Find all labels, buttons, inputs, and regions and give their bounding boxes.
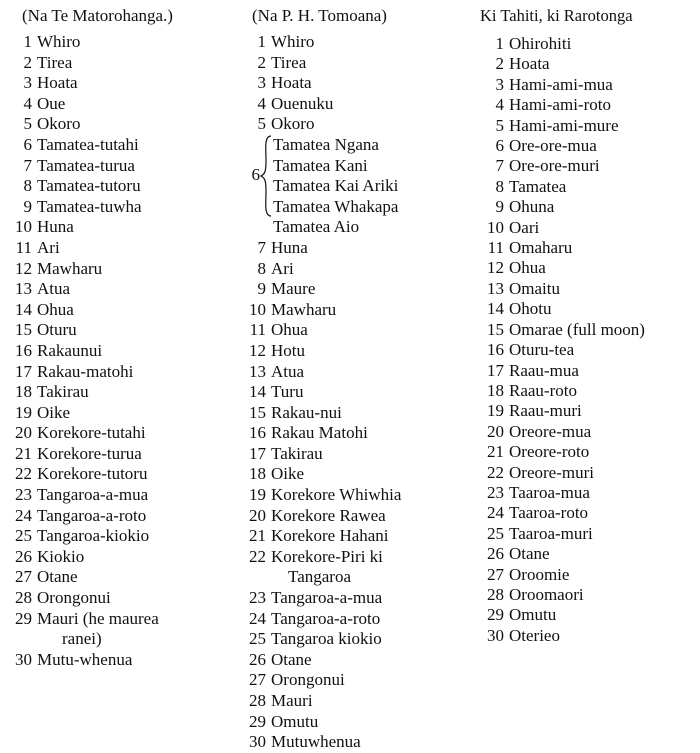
night-number: 14 — [249, 382, 266, 402]
night-name: Rakau-matohi — [37, 361, 134, 381]
night-name: Tamatea-tutoru — [37, 176, 141, 196]
night-number: 7 — [23, 155, 32, 175]
night-name: Oreore-muri — [509, 462, 594, 482]
night-row — [6, 156, 231, 177]
night-number: 17 — [15, 361, 32, 381]
night-name: Tangaroa-a-mua — [37, 485, 149, 505]
night-number: 12 — [15, 258, 32, 278]
night-number: 20 — [15, 423, 32, 443]
night-number: 28 — [249, 691, 266, 710]
night-number: 22 — [15, 464, 32, 484]
night-row — [6, 382, 231, 403]
night-row — [240, 362, 470, 383]
night-name-continuation: Tangaroa — [288, 567, 351, 587]
night-number: 18 — [249, 464, 266, 484]
night-number: 4 — [495, 95, 504, 115]
night-name: Korekore-tutahi — [37, 423, 146, 443]
night-number: 7 — [257, 237, 266, 257]
night-name: Tamatea-tuwha — [37, 196, 142, 216]
night-row — [240, 403, 470, 424]
night-name: Ohotu — [509, 299, 552, 319]
night-row — [240, 670, 470, 691]
night-name: Orongonui — [271, 670, 345, 690]
night-name: Raau-mua — [509, 360, 579, 380]
night-row — [6, 506, 231, 527]
night-row — [240, 485, 470, 506]
night-number: 13 — [249, 361, 266, 381]
night-number: 22 — [487, 462, 504, 482]
night-row — [478, 483, 700, 503]
night-number: 11 — [487, 238, 504, 258]
night-name: Oreore-mua — [509, 421, 592, 441]
night-name: Mutu-whenua — [37, 649, 133, 669]
night-number: 19 — [15, 402, 32, 422]
night-number: 13 — [15, 279, 32, 299]
night-name: Oike — [271, 464, 305, 484]
night-number: 26 — [487, 544, 504, 564]
night-name: Rakau Matohi — [271, 423, 368, 443]
night-row — [6, 650, 231, 671]
night-number: 19 — [249, 485, 266, 505]
night-number: 6 — [23, 134, 32, 154]
night-name: Ore-ore-mua — [509, 136, 597, 156]
night-number: 12 — [487, 258, 504, 278]
night-number: 1 — [257, 32, 266, 51]
column-tomoana — [240, 4, 470, 753]
night-row — [478, 565, 700, 585]
night-row — [6, 135, 231, 156]
night-name: Omaitu — [509, 278, 560, 298]
night-name: Tirea — [37, 52, 73, 72]
night-number: 28 — [487, 584, 504, 604]
night-row — [240, 650, 470, 671]
night-name: Turu — [271, 382, 304, 402]
night-name: Okoro — [271, 114, 315, 134]
night-number: 30 — [249, 732, 266, 752]
night-name: Oturu — [37, 320, 77, 340]
night-row — [240, 320, 470, 341]
night-name: Mawharu — [271, 299, 337, 319]
night-row — [6, 300, 231, 321]
night-row — [6, 403, 231, 424]
night-name: Ohua — [271, 320, 308, 340]
night-row — [478, 544, 700, 564]
night-name: Korekore Hahani — [271, 526, 389, 546]
night-row — [6, 94, 231, 115]
column-heading: (Na Te Matorohanga.) — [22, 6, 173, 25]
night-row — [478, 258, 700, 278]
night-number: 11 — [15, 237, 32, 257]
night-row — [240, 73, 470, 94]
night-name: Tamatea-turua — [37, 155, 135, 175]
bracket-number: 6 — [251, 164, 260, 184]
night-row — [478, 238, 700, 258]
night-number: 3 — [495, 74, 504, 94]
night-number: 3 — [257, 73, 266, 93]
night-number: 9 — [23, 196, 32, 216]
night-row — [478, 197, 700, 217]
night-row — [478, 54, 700, 74]
night-name: Hotu — [271, 340, 305, 360]
night-row — [478, 463, 700, 483]
night-row — [240, 259, 470, 280]
night-number: 3 — [23, 73, 32, 93]
night-number: 5 — [23, 114, 32, 134]
night-row — [6, 114, 231, 135]
night-row — [6, 32, 231, 53]
night-row — [6, 53, 231, 74]
night-name: Omarae (full moon) — [509, 319, 645, 339]
night-number: 26 — [15, 546, 32, 566]
night-number: 10 — [487, 217, 504, 237]
night-number: 10 — [15, 217, 32, 237]
night-name: Kiokio — [37, 546, 85, 566]
night-row — [478, 218, 700, 238]
night-row — [6, 588, 231, 609]
night-row — [478, 34, 700, 54]
night-number: 21 — [487, 442, 504, 462]
night-number: 23 — [15, 485, 32, 505]
night-name: Ohua — [37, 299, 74, 319]
night-row — [6, 609, 231, 630]
night-name: Hami-ami-roto — [509, 95, 611, 115]
night-name: Oroomaori — [509, 584, 584, 604]
night-name: Ohirohiti — [509, 34, 572, 53]
night-name: Ohua — [509, 258, 546, 278]
night-name: Oroomie — [509, 564, 570, 584]
night-row — [240, 423, 470, 444]
night-name: Mauri (he maurea — [37, 608, 159, 628]
night-name: Tangaroa-a-roto — [37, 505, 147, 525]
night-name: Korekore-Piri ki — [271, 546, 383, 566]
night-row — [478, 177, 700, 197]
night-name-continuation: ranei) — [62, 629, 102, 649]
night-list — [240, 238, 470, 753]
night-number: 18 — [487, 380, 504, 400]
night-row — [478, 361, 700, 381]
night-row — [478, 279, 700, 299]
night-number: 11 — [249, 320, 266, 340]
night-number: 24 — [15, 505, 32, 525]
night-row — [478, 320, 700, 340]
night-row — [6, 464, 231, 485]
night-row — [478, 401, 700, 421]
night-number: 5 — [257, 114, 266, 134]
night-row — [478, 95, 700, 115]
night-number: 4 — [23, 93, 32, 113]
column-tahiti-rarotonga — [478, 4, 700, 646]
night-number: 1 — [23, 32, 32, 51]
night-number: 27 — [15, 567, 32, 587]
night-number: 27 — [487, 564, 504, 584]
night-name: Tangaroa-kiokio — [37, 526, 150, 546]
night-name: Korekore Rawea — [271, 505, 386, 525]
night-row — [6, 197, 231, 218]
night-row — [240, 609, 470, 630]
night-number: 14 — [487, 299, 504, 319]
night-name: Atua — [37, 279, 71, 299]
night-number: 13 — [487, 278, 504, 298]
night-number: 23 — [487, 482, 504, 502]
night-name: Korekore Whiwhia — [271, 485, 402, 505]
night-name: Raau-roto — [509, 380, 577, 400]
night-number: 2 — [495, 54, 504, 74]
night-name: Taaroa-roto — [509, 503, 589, 523]
night-number: 28 — [15, 588, 32, 608]
night-name: Hoata — [37, 73, 78, 93]
night-number: 1 — [495, 34, 504, 53]
night-number: 18 — [15, 382, 32, 402]
night-name: Tamatea-tutahi — [37, 134, 139, 154]
night-row — [478, 116, 700, 136]
night-name: Hami-ami-mua — [509, 74, 613, 94]
night-number: 21 — [249, 526, 266, 546]
night-name: Otane — [37, 567, 78, 587]
night-name: Tirea — [271, 52, 307, 72]
night-row — [478, 75, 700, 95]
night-name: Orongonui — [37, 588, 111, 608]
tamatea-variant: Tamatea Aio — [273, 217, 360, 237]
night-row — [240, 691, 470, 712]
night-row — [478, 136, 700, 156]
night-number: 8 — [23, 176, 32, 196]
night-number: 15 — [15, 320, 32, 340]
night-number: 20 — [249, 505, 266, 525]
night-row — [6, 320, 231, 341]
night-number: 4 — [257, 93, 266, 113]
night-row — [6, 73, 231, 94]
night-number: 25 — [15, 526, 32, 546]
night-row — [478, 381, 700, 401]
night-number: 10 — [249, 299, 266, 319]
night-row — [478, 299, 700, 319]
night-name: Tangaroa kiokio — [271, 629, 382, 649]
night-row — [240, 506, 470, 527]
night-name: Omutu — [271, 711, 319, 731]
night-list — [6, 32, 231, 670]
night-number: 17 — [487, 360, 504, 380]
night-name: Mawharu — [37, 258, 103, 278]
night-row — [478, 340, 700, 360]
night-row — [478, 626, 700, 646]
night-name: Taaroa-muri — [509, 523, 593, 543]
night-name: Ore-ore-muri — [509, 156, 600, 176]
night-name: Whiro — [37, 32, 81, 51]
night-number: 2 — [23, 52, 32, 72]
night-row — [240, 732, 470, 753]
night-name: Otane — [271, 649, 312, 669]
column-matorohanga — [6, 4, 231, 670]
night-number: 22 — [249, 546, 266, 566]
night-row — [6, 526, 231, 547]
night-number: 30 — [15, 649, 32, 669]
night-number: 8 — [495, 176, 504, 196]
night-name: Oreore-roto — [509, 442, 590, 462]
night-row — [478, 442, 700, 462]
night-number: 29 — [487, 605, 504, 625]
night-row — [6, 259, 231, 280]
night-number: 9 — [257, 279, 266, 299]
night-row — [6, 547, 231, 568]
night-name: Hoata — [509, 54, 550, 74]
night-row — [240, 300, 470, 321]
night-name: Omutu — [509, 605, 557, 625]
night-row — [240, 279, 470, 300]
night-number: 7 — [495, 156, 504, 176]
night-name: Ouenuku — [271, 93, 334, 113]
night-row — [478, 524, 700, 544]
night-name: Korekore-turua — [37, 443, 142, 463]
night-name: Ari — [37, 237, 60, 257]
night-row — [240, 629, 470, 650]
night-row — [6, 279, 231, 300]
night-list — [240, 32, 470, 135]
night-name: Mutuwhenua — [271, 732, 361, 752]
night-row — [240, 53, 470, 74]
column-heading: (Na P. H. Tomoana) — [252, 6, 387, 25]
curly-brace-icon — [260, 135, 272, 217]
night-number: 19 — [487, 401, 504, 421]
night-row — [478, 605, 700, 625]
night-name: Hoata — [271, 73, 312, 93]
tamatea-variant: Tamatea Ngana — [273, 134, 379, 154]
night-number: 30 — [487, 625, 504, 645]
night-name: Ohuna — [509, 197, 555, 217]
night-number: 12 — [249, 340, 266, 360]
night-name: Takirau — [37, 382, 89, 402]
night-number: 2 — [257, 52, 266, 72]
night-name: Takirau — [271, 443, 323, 463]
night-number: 16 — [15, 340, 32, 360]
night-name: Otane — [509, 544, 550, 564]
night-row — [240, 526, 470, 547]
night-name: Rakau-nui — [271, 402, 342, 422]
night-name: Oike — [37, 402, 71, 422]
night-number: 14 — [15, 299, 32, 319]
night-row — [240, 341, 470, 362]
tamatea-variant: Tamatea Kai Ariki — [273, 176, 399, 196]
night-number: 29 — [249, 711, 266, 731]
night-row — [6, 362, 231, 383]
night-name: Hami-ami-mure — [509, 115, 619, 135]
night-number: 8 — [257, 258, 266, 278]
night-row — [6, 341, 231, 362]
night-row — [240, 238, 470, 259]
night-name: Oterieo — [509, 625, 560, 645]
night-row — [478, 156, 700, 176]
night-row — [240, 444, 470, 465]
tamatea-variant: Tamatea Whakapa — [273, 196, 399, 216]
night-row — [6, 423, 231, 444]
night-row — [240, 464, 470, 485]
night-number: 6 — [495, 136, 504, 156]
night-number: 20 — [487, 421, 504, 441]
night-row — [6, 176, 231, 197]
night-row — [240, 114, 470, 135]
night-number: 24 — [487, 503, 504, 523]
night-row — [240, 712, 470, 733]
night-name: Oue — [37, 93, 66, 113]
night-name: Omaharu — [509, 238, 573, 258]
night-name: Whiro — [271, 32, 315, 51]
night-row — [6, 217, 231, 238]
night-number: 26 — [249, 649, 266, 669]
night-number: 24 — [249, 608, 266, 628]
night-name: Raau-muri — [509, 401, 582, 421]
night-number: 29 — [15, 608, 32, 628]
night-row — [6, 238, 231, 259]
night-number: 9 — [495, 197, 504, 217]
tamatea-bracket-group — [240, 135, 470, 238]
night-name: Tamatea — [509, 176, 567, 196]
night-row — [240, 32, 470, 53]
night-number: 23 — [249, 588, 266, 608]
night-row — [478, 503, 700, 523]
night-row — [6, 444, 231, 465]
night-row — [6, 485, 231, 506]
night-row — [240, 588, 470, 609]
night-name: Taaroa-mua — [509, 482, 590, 502]
night-name: Tangaroa-a-roto — [271, 608, 381, 628]
night-name: Maure — [271, 279, 316, 299]
column-heading: Ki Tahiti, ki Rarotonga — [480, 6, 633, 25]
night-name: Rakaunui — [37, 340, 103, 360]
tamatea-variant: Tamatea Kani — [273, 155, 368, 175]
night-number: 27 — [249, 670, 266, 690]
night-number: 25 — [249, 629, 266, 649]
night-number: 16 — [487, 340, 504, 360]
night-number: 17 — [249, 443, 266, 463]
night-number: 16 — [249, 423, 266, 443]
night-row — [478, 422, 700, 442]
night-number: 5 — [495, 115, 504, 135]
night-row — [240, 547, 470, 568]
night-name: Huna — [271, 237, 308, 257]
night-number: 15 — [487, 319, 504, 339]
night-name: Tangaroa-a-mua — [271, 588, 383, 608]
night-list — [478, 34, 700, 646]
night-row — [240, 382, 470, 403]
night-number: 25 — [487, 523, 504, 543]
night-name: Korekore-tutoru — [37, 464, 148, 484]
night-name: Okoro — [37, 114, 81, 134]
night-name: Atua — [271, 361, 305, 381]
night-number: 21 — [15, 443, 32, 463]
night-name: Oturu-tea — [509, 340, 575, 360]
night-name: Huna — [37, 217, 74, 237]
night-row — [6, 567, 231, 588]
night-name: Oari — [509, 217, 540, 237]
night-row — [478, 585, 700, 605]
night-name: Ari — [271, 258, 294, 278]
night-number: 15 — [249, 402, 266, 422]
night-row — [240, 94, 470, 115]
night-name: Mauri — [271, 691, 313, 710]
